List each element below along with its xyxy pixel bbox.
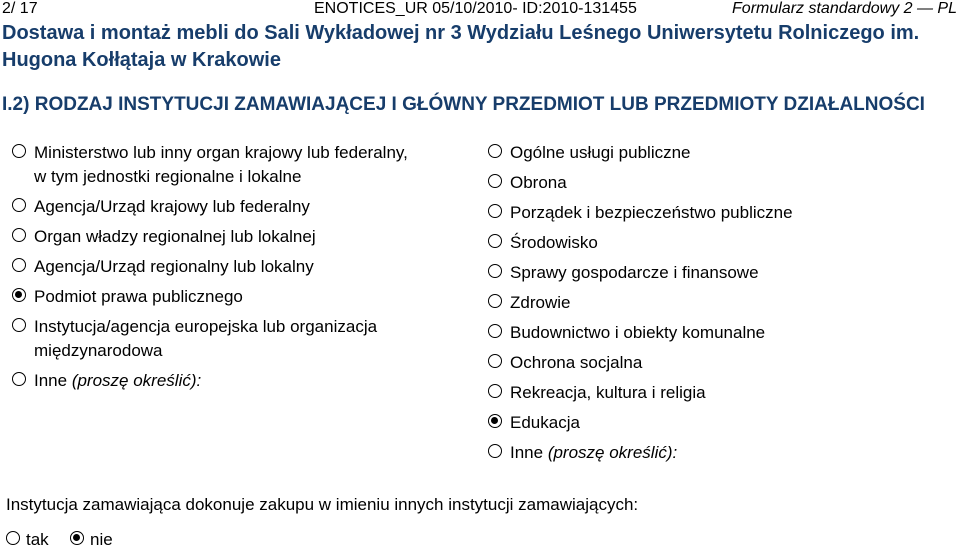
radio-button[interactable]: [12, 198, 26, 212]
radio-button-selected[interactable]: [488, 414, 502, 428]
radio-button[interactable]: [488, 294, 502, 308]
radio-button[interactable]: [488, 444, 502, 458]
radio-button[interactable]: [488, 144, 502, 158]
option-label-text: Inne: [34, 371, 72, 390]
option-label: [510, 441, 677, 464]
option-label: Edukacja: [510, 413, 580, 432]
radio-button[interactable]: [488, 174, 502, 188]
radio-button[interactable]: [488, 234, 502, 248]
radio-button[interactable]: [488, 324, 502, 338]
option-label: Środowisko: [510, 233, 598, 252]
page-number: 2/ 17: [2, 0, 38, 17]
option-label-continuation: w tym jednostki regionalne i lokalne: [34, 167, 302, 186]
option-label: Instytucja/agencja europejska lub organizacja: [34, 317, 378, 336]
option-label-continuation: międzynarodowa: [34, 341, 163, 360]
radio-button[interactable]: [12, 258, 26, 272]
radio-button[interactable]: [6, 531, 20, 545]
option-label: Zdrowie: [510, 293, 571, 312]
radio-button[interactable]: [488, 384, 502, 398]
option-label: Ministerstwo lub inny organ krajowy lub federalny,: [34, 143, 408, 162]
option-label: Agencja/Urząd regionalny lub lokalny: [34, 257, 314, 276]
option-label: Rekreacja, kultura i religia: [510, 383, 706, 402]
radio-button[interactable]: [488, 354, 502, 368]
radio-button[interactable]: [488, 204, 502, 218]
option-label: [34, 369, 201, 392]
radio-button[interactable]: [488, 264, 502, 278]
option-label: Organ władzy regionalnej lub lokalnej: [34, 227, 316, 246]
radio-button[interactable]: [12, 228, 26, 242]
option-label: Ogólne usługi publiczne: [510, 143, 691, 162]
radio-button[interactable]: [12, 372, 26, 386]
option-yes-label: tak: [26, 530, 49, 549]
option-label: Porządek i bezpieczeństwo publiczne: [510, 203, 793, 222]
section-title: I.2) RODZAJ INSTYTUCJI ZAMAWIAJĄCEJ I GŁÓWNY PRZEDMIOT LUB PRZEDMIOTY DZIAŁALNOŚCI: [2, 94, 925, 115]
option-label: Agencja/Urząd krajowy lub federalny: [34, 197, 310, 216]
option-label: Budownictwo i obiekty komunalne: [510, 323, 766, 342]
option-label: Podmiot prawa publicznego: [34, 287, 243, 306]
radio-button-selected[interactable]: [70, 531, 84, 545]
form-name: Formularz standardowy 2 — PL: [732, 0, 957, 17]
option-label: Ochrona socjalna: [510, 353, 643, 372]
radio-button[interactable]: [12, 318, 26, 332]
option-label: Obrona: [510, 173, 567, 192]
option-label: Sprawy gospodarcze i finansowe: [510, 263, 759, 282]
radio-button[interactable]: [12, 144, 26, 158]
option-label-hint: (proszę określić):: [71, 371, 202, 390]
notice-code: ENOTICES_UR 05/10/2010- ID:2010-131455: [314, 0, 637, 17]
radio-button-selected[interactable]: [12, 288, 26, 302]
on-behalf-question: Instytucja zamawiająca dokonuje zakupu w imieniu innych instytucji zamawiających:: [6, 495, 639, 514]
option-label-hint: (proszę określić):: [547, 443, 678, 462]
document-title: Dostawa i montaż mebli do Sali Wykładowej nr 3 Wydziału Leśnego Uniwersytetu Rolniczego im. Hugona Kołłątaja w Krakowie: [2, 22, 920, 71]
option-label-text: Inne: [510, 443, 548, 462]
option-no-label: nie: [90, 530, 113, 549]
page-header: [0, 0, 959, 20]
